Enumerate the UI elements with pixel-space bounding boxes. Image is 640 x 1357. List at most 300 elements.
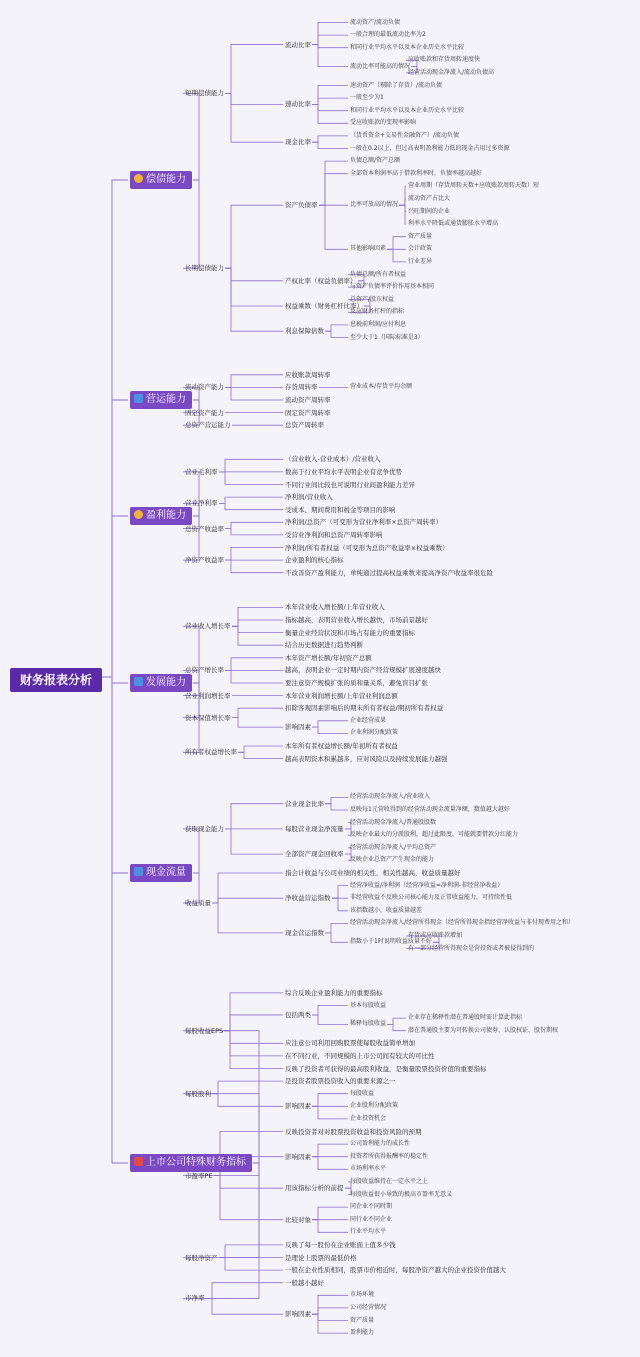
branch-node-label: 速动比率 [285, 100, 311, 109]
connector-line [225, 548, 283, 561]
leaf-node[interactable] [285, 627, 415, 639]
branch-node-label: 市净率 [185, 1294, 205, 1303]
branch-node[interactable] [285, 823, 344, 835]
branch-node-label: 资本保值增长率 [185, 713, 231, 722]
branch-node[interactable] [185, 554, 224, 566]
branch-node[interactable] [285, 39, 311, 51]
branch-node-label: 现金营运指数 [285, 928, 324, 937]
leaf-node-label: 有一部分经营所得现金是营投资或者被侵得到的 [408, 944, 535, 952]
branch-node-label: 资产负债率 [285, 201, 318, 210]
leaf-node-label: 本年营业利润增长额/上年营业利润总额 [285, 691, 398, 700]
connector-line [312, 86, 348, 105]
leaf-node-label: 速动资产（剔除了存货）/流动负债 [350, 81, 443, 89]
connector-line [225, 560, 283, 573]
root-node[interactable] [10, 668, 102, 692]
leaf-node-label: 经营净收益/净利润（经营净收益=净利润-非经营净收益） [350, 881, 504, 889]
connector-line [312, 142, 348, 148]
leaf-node[interactable] [350, 17, 400, 29]
leaf-node[interactable] [285, 479, 415, 491]
leaf-node[interactable] [350, 269, 406, 281]
branch-node[interactable] [185, 1088, 211, 1100]
leaf-node[interactable] [350, 817, 436, 829]
branch-node[interactable] [185, 262, 224, 274]
branch-node-label: 影响因素 [285, 1102, 311, 1111]
branch-node[interactable] [185, 1170, 213, 1182]
connector-line [225, 93, 283, 142]
branch-node[interactable] [285, 136, 311, 148]
leaf-node[interactable] [350, 1100, 398, 1112]
connector-line [183, 1163, 259, 1298]
leaf-node[interactable] [350, 1163, 386, 1175]
leaf-node[interactable] [285, 466, 402, 478]
branch-node-label: 比较对象 [285, 1215, 311, 1224]
leaf-node[interactable] [350, 381, 412, 393]
connector-line [312, 1015, 348, 1024]
branch-node-label: 每股股利 [185, 1089, 211, 1098]
branch-node[interactable] [185, 1025, 223, 1037]
branch-node-label: 收益质量 [185, 898, 211, 907]
leaf-node-label: 反映企业最大的分派股利，超过此限度，可能就要借款分红能力 [350, 831, 519, 839]
connector-line [225, 93, 283, 104]
branch-node[interactable] [285, 848, 344, 860]
leaf-node[interactable] [350, 29, 426, 41]
leaf-node-label: 营业周期（存货周转天数+应收账款周转天数）短 [408, 182, 540, 190]
branch-node[interactable] [285, 721, 311, 733]
leaf-node[interactable] [408, 1025, 558, 1037]
branch-node-label: 指数小于1时说明收益质量不好 [350, 938, 432, 946]
connector-line [387, 249, 406, 262]
branch-node-label: 获取现金能力 [185, 824, 224, 833]
branch-node[interactable] [285, 1100, 311, 1112]
leaf-node-label: 一般合理的最低流动比率为2 [350, 31, 426, 39]
branch-node[interactable] [285, 381, 318, 393]
connector-line [219, 497, 283, 503]
branch-node[interactable] [285, 199, 318, 211]
section-3[interactable] [130, 507, 192, 525]
connector-line [225, 268, 283, 331]
connector-line [399, 199, 406, 205]
branch-node[interactable] [185, 897, 211, 909]
leaf-node-label: 总资产/股东权益 [350, 295, 395, 303]
leaf-node-label: 该指数越小，收益质量越差 [350, 906, 423, 914]
leaf-node[interactable] [350, 1000, 386, 1012]
branch-node[interactable] [285, 1182, 344, 1194]
branch-node-label: 短期偿债能力 [185, 89, 224, 98]
branch-node[interactable] [185, 712, 231, 724]
leaf-node[interactable] [350, 155, 400, 167]
connector-line [225, 268, 283, 281]
connector-line [312, 1314, 348, 1333]
leaf-node-label: 每股收益很小导致的极高市盈率无意义 [350, 1190, 453, 1198]
branch-node[interactable] [185, 746, 237, 758]
square-icon [134, 1157, 143, 1166]
connector-line [312, 1157, 348, 1170]
leaf-node-label: 经营活动现金净流入/营业收入 [350, 793, 431, 801]
connector-line [90, 677, 128, 1163]
leaf-node[interactable] [350, 1327, 374, 1339]
leaf-node[interactable] [350, 905, 422, 917]
connector-line [225, 268, 283, 306]
leaf-node[interactable] [350, 92, 384, 104]
branch-node-label: 全部资产现金回收率 [285, 850, 344, 859]
branch-node[interactable] [185, 87, 224, 99]
connector-line [219, 472, 283, 485]
leaf-node-label: 不同行业间比较也可说明行业间盈利能力差异 [285, 480, 415, 489]
branch-node[interactable] [350, 199, 398, 211]
section-4[interactable] [130, 674, 192, 692]
heart-icon [134, 174, 143, 183]
branch-node[interactable] [285, 927, 324, 939]
leaf-node[interactable] [285, 702, 443, 714]
branch-node-label: 每股营业现金净流量 [285, 824, 344, 833]
leaf-node-label: 是理论上股票的最低价格 [285, 1253, 357, 1262]
leaf-node[interactable] [350, 791, 430, 803]
branch-node[interactable] [185, 1292, 205, 1304]
leaf-node[interactable] [285, 1063, 487, 1075]
connector-line [312, 35, 348, 44]
leaf-node-label: 应收账款周转率 [285, 370, 331, 379]
connector-line [312, 1308, 348, 1314]
connector-line [225, 387, 283, 400]
branch-node[interactable] [285, 275, 357, 287]
leaf-node-label: 一般在企业性质相同，股票市价相近时，每股净资产越大的企业投资价值越大 [285, 1266, 506, 1275]
root-label: 财务报表分析 [20, 673, 93, 687]
branch-node[interactable] [285, 1308, 311, 1320]
connector-line [183, 1094, 259, 1163]
leaf-node[interactable] [350, 880, 503, 892]
leaf-node[interactable] [350, 1113, 386, 1125]
leaf-node[interactable] [285, 987, 383, 999]
leaf-node[interactable] [285, 664, 441, 676]
leaf-node-label: 市场环境 [350, 1291, 375, 1299]
branch-node-label: 流动比率 [285, 40, 311, 49]
leaf-node-label: 固定资产周转率 [285, 408, 331, 417]
leaf-node[interactable] [285, 1239, 396, 1251]
leaf-node[interactable] [285, 1252, 357, 1264]
connector-line [183, 180, 199, 268]
leaf-node[interactable] [285, 504, 396, 516]
leaf-node-label: 营业成本/存货平均余额 [350, 383, 413, 391]
leaf-node-label: 与资产负债率评价作用基本相同 [350, 283, 435, 291]
leaf-node[interactable] [285, 453, 381, 465]
branch-node[interactable] [185, 381, 224, 393]
section-2[interactable] [130, 391, 192, 409]
branch-node-label: 存货周转率 [285, 383, 318, 392]
leaf-node[interactable] [350, 117, 416, 129]
connector-line [238, 752, 283, 758]
leaf-node-label: 经营活动现金净流入/平均总资产 [350, 843, 437, 851]
leaf-node[interactable] [285, 369, 331, 381]
leaf-node[interactable] [350, 1138, 410, 1150]
leaf-node[interactable] [350, 1302, 386, 1314]
branch-node-label: 营业收入增长率 [185, 622, 231, 631]
branch-node[interactable] [285, 1151, 311, 1163]
leaf-node-label: 受成本、期间费用和税金等项目的影响 [285, 505, 396, 514]
leaf-node[interactable] [350, 1088, 374, 1100]
leaf-node-label: 同行业不同企业 [350, 1215, 393, 1223]
leaf-node-label: 越高，表明企业一定时期内资产经营规模扩展速度越快 [285, 666, 441, 675]
leaf-node[interactable] [350, 42, 464, 54]
connector-line [325, 325, 348, 331]
leaf-node-label: 数高于行业平均水平表明企业有竞争优势 [285, 467, 402, 476]
connector-line [212, 1081, 283, 1094]
leaf-node[interactable] [408, 54, 480, 66]
connector-line [232, 607, 283, 626]
leaf-node-label: 本年所有者权益增长额/年初所有者权益 [285, 742, 398, 750]
leaf-node-label: 本年营业收入增长额/上年营业收入 [285, 603, 385, 612]
leaf-node[interactable] [350, 281, 434, 293]
leaf-node[interactable] [350, 1315, 374, 1327]
section-label: 发展能力 [146, 677, 186, 688]
leaf-node[interactable] [350, 829, 518, 841]
connector-line [319, 174, 348, 206]
leaf-node[interactable] [285, 1037, 415, 1049]
smile-icon [134, 510, 143, 519]
section-5[interactable] [130, 864, 192, 882]
leaf-node-label: 盈利能力 [350, 1329, 375, 1337]
leaf-node[interactable] [285, 652, 372, 664]
connector-line [206, 1283, 283, 1299]
connector-line [224, 1031, 283, 1069]
leaf-node-label: 受应收账款的变现率影响 [350, 119, 417, 127]
branch-node[interactable] [350, 936, 432, 948]
branch-node-label: 权益乘数（财务杠杆比率） [285, 302, 363, 310]
connector-line [212, 873, 283, 903]
connector-line [219, 1245, 283, 1258]
connector-line [325, 804, 348, 810]
leaf-node[interactable] [285, 1075, 396, 1087]
leaf-node[interactable] [350, 332, 424, 344]
leaf-node[interactable] [285, 567, 493, 579]
leaf-node-label: 企业利润分配政策 [350, 729, 399, 737]
branch-node[interactable] [185, 466, 218, 478]
branch-node[interactable] [185, 620, 231, 632]
connector-line [225, 670, 283, 683]
connector-line [232, 626, 283, 632]
connector-line [399, 186, 406, 205]
leaf-node-label: 反映了投资者可获得的最高股利收益，是衡量股票投资价值的重要指标 [285, 1064, 487, 1073]
branch-node[interactable] [185, 664, 224, 676]
connector-line [325, 797, 348, 803]
leaf-node-label: 企业经营成果 [350, 716, 387, 724]
connector-line [232, 620, 283, 626]
branch-node-label: 流动比率可能高的情况 [350, 62, 411, 70]
leaf-node-label: 在不同行业，不同规模的上市公司间有较大的可比性 [285, 1051, 435, 1060]
leaf-node-label: 反映投资者对对股票投资收益和投资风险的预期 [285, 1127, 422, 1136]
leaf-node-label: 净利润/总资产（可变形为营业净利率×总资产周转率） [285, 518, 443, 527]
connector-line [90, 516, 128, 677]
leaf-node[interactable] [285, 1050, 435, 1062]
connector-line [214, 1176, 283, 1220]
leaf-node[interactable] [350, 1214, 392, 1226]
section-1[interactable] [130, 171, 192, 189]
leaf-node[interactable] [350, 727, 398, 739]
leaf-node[interactable] [350, 1289, 374, 1301]
connector-line [312, 98, 348, 104]
leaf-node-label: 全部资本利润率高于借款利率时，负债率越高越好 [350, 169, 483, 177]
branch-node[interactable] [285, 1009, 311, 1021]
leaf-node-label: 不改善资产盈利能力，单纯通过提高权益乘数来提高净资产收益率很危险 [285, 568, 493, 577]
leaf-node-label: 投资者所获得报酬率的稳定性 [350, 1152, 429, 1160]
leaf-node[interactable] [350, 168, 482, 180]
leaf-node[interactable] [350, 715, 386, 727]
leaf-node-label: 和同行业平均水平以及本企业历史水平比较 [350, 106, 465, 114]
connector-line [232, 708, 283, 717]
leaf-node-label: 公司盈利能力的成长性 [350, 1140, 411, 1148]
branch-node[interactable] [185, 690, 231, 702]
connector-line [212, 898, 283, 903]
connector-line [312, 104, 348, 123]
connector-line [225, 529, 283, 535]
leaf-node[interactable] [285, 614, 428, 626]
leaf-node[interactable] [285, 690, 398, 702]
branch-node[interactable] [285, 98, 311, 110]
leaf-node[interactable] [350, 854, 434, 866]
leaf-node[interactable] [285, 529, 383, 541]
branch-node-label: 稀释每股收益 [350, 1020, 387, 1028]
connector-line [399, 205, 406, 211]
leaf-node[interactable] [408, 206, 450, 218]
connector-line [232, 718, 283, 727]
branch-node[interactable] [185, 419, 231, 431]
leaf-node[interactable] [350, 130, 459, 142]
leaf-node-label: 反应财务杠杆的指标 [350, 308, 405, 316]
leaf-node[interactable] [408, 1012, 522, 1024]
leaf-node[interactable] [408, 231, 432, 243]
leaf-node-label: （营业收入-营业成本）/营业收入 [285, 455, 381, 464]
leaf-node[interactable] [350, 319, 406, 331]
branch-node-label: 利息保障倍数 [285, 327, 324, 336]
leaf-node-label: 公司经营情况 [350, 1303, 387, 1311]
leaf-node[interactable] [408, 67, 494, 79]
branch-node[interactable] [185, 407, 224, 419]
leaf-node[interactable] [408, 218, 498, 230]
leaf-node-label: 息税前利润/应付利息 [350, 320, 407, 328]
connector-line [212, 1094, 283, 1107]
connector-line [312, 1144, 348, 1157]
leaf-node-label: 存货或应收账款增加 [408, 932, 463, 939]
leaf-node[interactable] [350, 917, 574, 929]
leaf-node-label: 结合历史数据进行趋势判断 [285, 641, 363, 650]
leaf-node-label: 指标越高，表明营业收入增长越快，市场前景越好 [285, 616, 428, 624]
leaf-node-label: 反映了每一股份在企业账面上值多少钱 [285, 1240, 396, 1249]
branch-node-label: 营业利润增长率 [185, 691, 231, 700]
leaf-node[interactable] [285, 753, 448, 765]
connector-line [325, 923, 348, 932]
branch-node[interactable] [285, 325, 324, 337]
leaf-node[interactable] [285, 1264, 506, 1276]
leaf-node[interactable] [350, 1189, 452, 1201]
branch-node[interactable] [185, 1252, 218, 1264]
section-label: 上市公司特殊财务指标 [146, 1157, 246, 1168]
leaf-node[interactable] [285, 419, 324, 431]
connector-line [224, 1031, 283, 1044]
connector-line [224, 1015, 283, 1031]
branch-node[interactable] [285, 1214, 311, 1226]
leaf-node-label: 资产质量 [408, 232, 433, 240]
leaf-node[interactable] [285, 1126, 422, 1138]
leaf-node[interactable] [285, 1277, 324, 1289]
leaf-node[interactable] [408, 243, 432, 255]
connector-line [219, 459, 283, 472]
leaf-node[interactable] [285, 491, 333, 503]
branch-node[interactable] [285, 892, 331, 904]
connector-line [312, 1006, 348, 1015]
leaf-node-label: 非经营收益不反映公司核心能力及正常收益能力，可持续性低 [350, 894, 513, 902]
leaf-node[interactable] [285, 677, 428, 689]
connector-line [90, 180, 128, 677]
leaf-node-label: 会计政策 [408, 245, 433, 253]
leaf-node[interactable] [350, 1226, 386, 1238]
leaf-node[interactable] [285, 639, 363, 651]
leaf-node[interactable] [408, 256, 432, 268]
leaf-node[interactable] [285, 554, 344, 566]
branch-node-label: 营业现金比率 [285, 799, 324, 808]
leaf-node-label: 负债总额/资产总额 [350, 157, 401, 165]
leaf-node-label: 流动资产占比大 [408, 194, 451, 202]
leaf-node[interactable] [408, 193, 450, 205]
connector-line [225, 829, 283, 854]
leaf-node[interactable] [350, 804, 510, 816]
leaf-node-label: 每股收益维持在一定水平之上 [350, 1177, 429, 1185]
branch-node-label: 营业毛利率 [185, 467, 218, 476]
leaf-node[interactable] [350, 105, 464, 117]
connector-line [312, 45, 348, 67]
leaf-node[interactable] [285, 407, 331, 419]
branch-node[interactable] [285, 798, 324, 810]
connector-line [312, 721, 348, 727]
leaf-node[interactable] [350, 143, 510, 155]
leaf-node[interactable] [350, 80, 442, 92]
branch-node[interactable] [350, 61, 410, 73]
branch-node[interactable] [350, 1018, 386, 1030]
leaf-node[interactable] [285, 740, 398, 752]
branch-node[interactable] [350, 243, 386, 255]
branch-node-label: 市盈率PE [185, 1171, 213, 1180]
connector-line [387, 237, 406, 250]
leaf-node[interactable] [285, 601, 385, 613]
leaf-node-label: 净利润/营业收入 [285, 493, 333, 502]
leaf-node-label: 每股收益 [350, 1089, 375, 1097]
branch-node[interactable] [185, 523, 224, 535]
connector-line [387, 1024, 406, 1030]
leaf-node[interactable] [350, 1201, 392, 1213]
connector-line [312, 1094, 348, 1107]
leaf-node[interactable] [350, 842, 436, 854]
leaf-node[interactable] [408, 180, 539, 192]
leaf-node[interactable] [350, 1176, 428, 1188]
leaf-node[interactable] [285, 516, 442, 528]
leaf-node-label: 行业平均水平 [350, 1228, 387, 1236]
connector-line [312, 1106, 348, 1119]
leaf-node[interactable] [285, 542, 449, 554]
leaf-node[interactable] [350, 1151, 428, 1163]
leaf-node[interactable] [285, 867, 461, 879]
leaf-node[interactable] [285, 394, 331, 406]
leaf-node-label: 经营活动现金净流入/经营所得现金（经营所得现金指经营净收益与非付现费用之和） [350, 919, 575, 927]
leaf-node-label: 是投资者股票投资收入的重要来源之一 [285, 1077, 396, 1086]
branch-node-label: 所有者权益增长率 [185, 748, 237, 757]
leaf-node-label: （货币资金+交易性金融资产）/流动负债 [350, 131, 460, 139]
branch-node[interactable] [185, 497, 218, 509]
leaf-node-label: 经营活动现金净流入/普通股股数 [350, 818, 437, 826]
connector-line [319, 161, 348, 205]
leaf-node-label: 综合反映企业盈利能力的重要指标 [285, 988, 383, 997]
branch-node[interactable] [185, 823, 224, 835]
branch-node[interactable] [285, 300, 363, 312]
leaf-node[interactable] [350, 892, 512, 904]
branch-node-label: 总资产收益率 [185, 524, 224, 533]
